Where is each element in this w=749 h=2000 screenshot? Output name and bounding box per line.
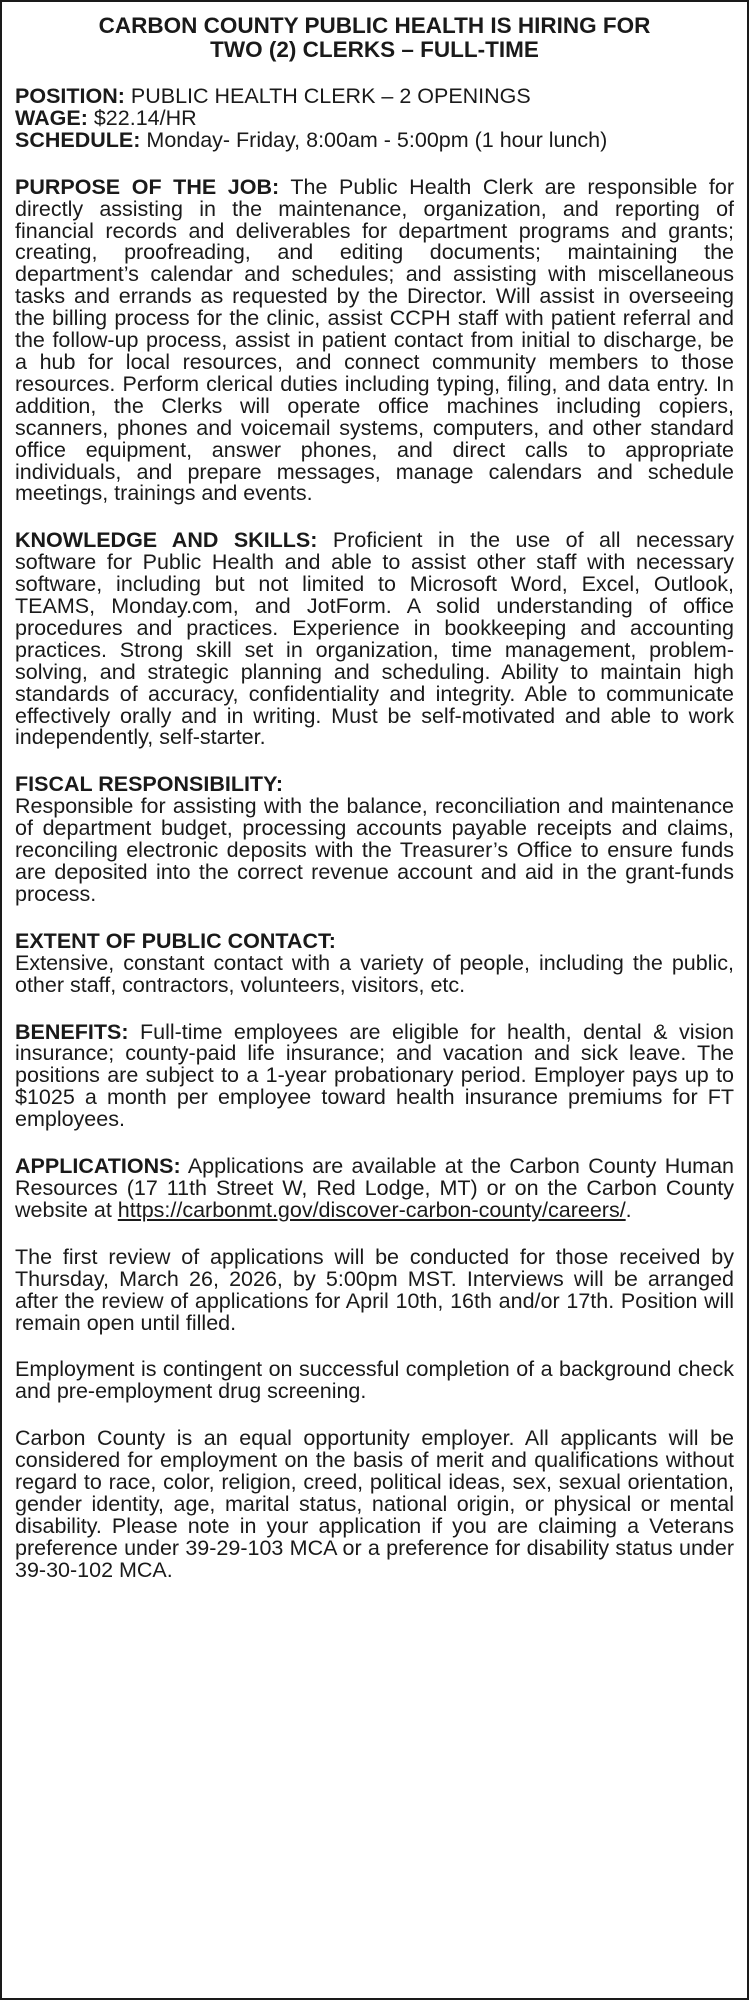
schedule-label: SCHEDULE: <box>15 127 141 152</box>
schedule-value: Monday- Friday, 8:00am - 5:00pm (1 hour lunch) <box>146 127 608 152</box>
contact-section <box>15 928 734 997</box>
fiscal-label: FISCAL RESPONSIBILITY: <box>15 772 283 797</box>
wage-value: $22.14/HR <box>93 105 197 130</box>
review-section <box>15 1244 734 1335</box>
contingent-text: Employment is contingent on successful completion of a background check and pre-employment drug screening. <box>15 1357 734 1404</box>
position-label: POSITION: <box>15 84 125 108</box>
headline-line-2: TWO (2) CLERKS – FULL-TIME <box>210 37 539 62</box>
position-value: PUBLIC HEALTH CLERK – 2 OPENINGS <box>130 84 531 108</box>
wage-label: WAGE: <box>15 105 88 130</box>
purpose-label: PURPOSE OF THE JOB: <box>15 174 280 199</box>
applications-text: Applications are available at the Carbon County Human Resources (17 11th Street W, Red Lodge, MT) or on the Carbon County website at <box>15 1154 734 1222</box>
headline-line-1: CARBON COUNTY PUBLIC HEALTH IS HIRING FOR <box>98 13 651 38</box>
eoe-text: Carbon County is an equal opportunity employer. All applicants will be considered for employment on the basis of merit and qualifications without regard to race, color, religion, creed, political ideas, sex, sexual orientation, gender identity, age, marital status, national origin, or physical or mental disability. Please note in your application if you are claiming a Veterans preference under 39-29-103 MCA or a preference for disability status under 39-30-102 MCA. <box>15 1426 734 1582</box>
review-text: The first review of applications will be conducted for those received by Thursday, March 26, 2026, by 5:00pm MST. Interviews will be arranged after the review of applications for April 10th, 16th and/or 17th. Position will remain open until filled. <box>15 1244 734 1335</box>
benefits-text: Full-time employees are eligible for health, dental & vision insurance; county-paid life insurance; and vacation and sick leave. The positions are subject to a 1-year probationary period. Employer pays up to $1025 a month per employee toward health insurance premiums for FT employees. <box>15 1019 734 1132</box>
schedule-line <box>15 127 734 152</box>
benefits-label: BENEFITS: <box>15 1019 129 1044</box>
contingent-section <box>15 1359 734 1403</box>
applications-section <box>15 1156 734 1222</box>
position-info <box>15 86 734 152</box>
wage-line <box>15 105 734 130</box>
knowledge-section <box>15 530 734 749</box>
applications-label: APPLICATIONS: <box>15 1154 181 1179</box>
fiscal-section <box>15 774 734 905</box>
fiscal-text: Responsible for assisting with the balance, reconciliation and maintenance of department budget, processing accounts payable receipts and claims, reconciling electronic deposits with the Treasurer’s Office to ensure funds are deposited into the correct revenue account and aid in the grant-funds process. <box>15 794 734 906</box>
purpose-text: The Public Health Clerk are responsible for directly assisting in the maintenance, organization, and reporting of financial records and deliverables for department programs and grants; creating, proofreading, and editing documents; maintaining the department’s calendar and schedules; and assisting with miscellaneous tasks and errands as requested by the Director. Will assist in overseeing the billing process for the clinic, assist CCPH staff with patient referral and the follow-up process, assist in patient contact from initial to discharge, be a hub for local resources, and connect community members to those resources. Perform clerical duties including typing, filing, and data entry. In addition, the Clerks will operate office machines including copiers, scanners, phones and voicemail systems, computers, and other standard office equipment, answer phones, and direct calls to appropriate individuals, and prepare messages, manage calendars and schedule meetings, trainings and events. <box>15 174 734 506</box>
contact-label: EXTENT OF PUBLIC CONTACT: <box>15 928 336 953</box>
applications-period: . <box>625 1197 632 1222</box>
contact-text: Extensive, constant contact with a variety of people, including the public, other staff, contractors, volunteers, visitors, etc. <box>15 950 734 997</box>
knowledge-label: KNOWLEDGE AND SKILLS: <box>15 528 318 553</box>
knowledge-text: Proficient in the use of all necessary software for Public Health and able to assist other staff with necessary software, including but not limited to Microsoft Word, Excel, Outlook, TEAMS, Monday.com, and JotForm. A solid understanding of office procedures and practices. Experience in bookkeeping and accounting practices. Strong skill set in organization, time management, problem-solving, and strategic planning and scheduling. Ability to maintain high standards of accuracy, confidentiality and integrity. Able to communicate effectively orally and in writing. Must be self-motivated and able to work independently, self-starter. <box>15 528 734 750</box>
purpose-section <box>15 174 734 506</box>
eoe-section <box>15 1428 734 1581</box>
benefits-section <box>15 1019 734 1132</box>
careers-link[interactable]: https://carbonmt.gov/discover-carbon-county/careers/ <box>117 1197 626 1222</box>
position-line <box>15 86 734 108</box>
headline <box>15 14 734 62</box>
